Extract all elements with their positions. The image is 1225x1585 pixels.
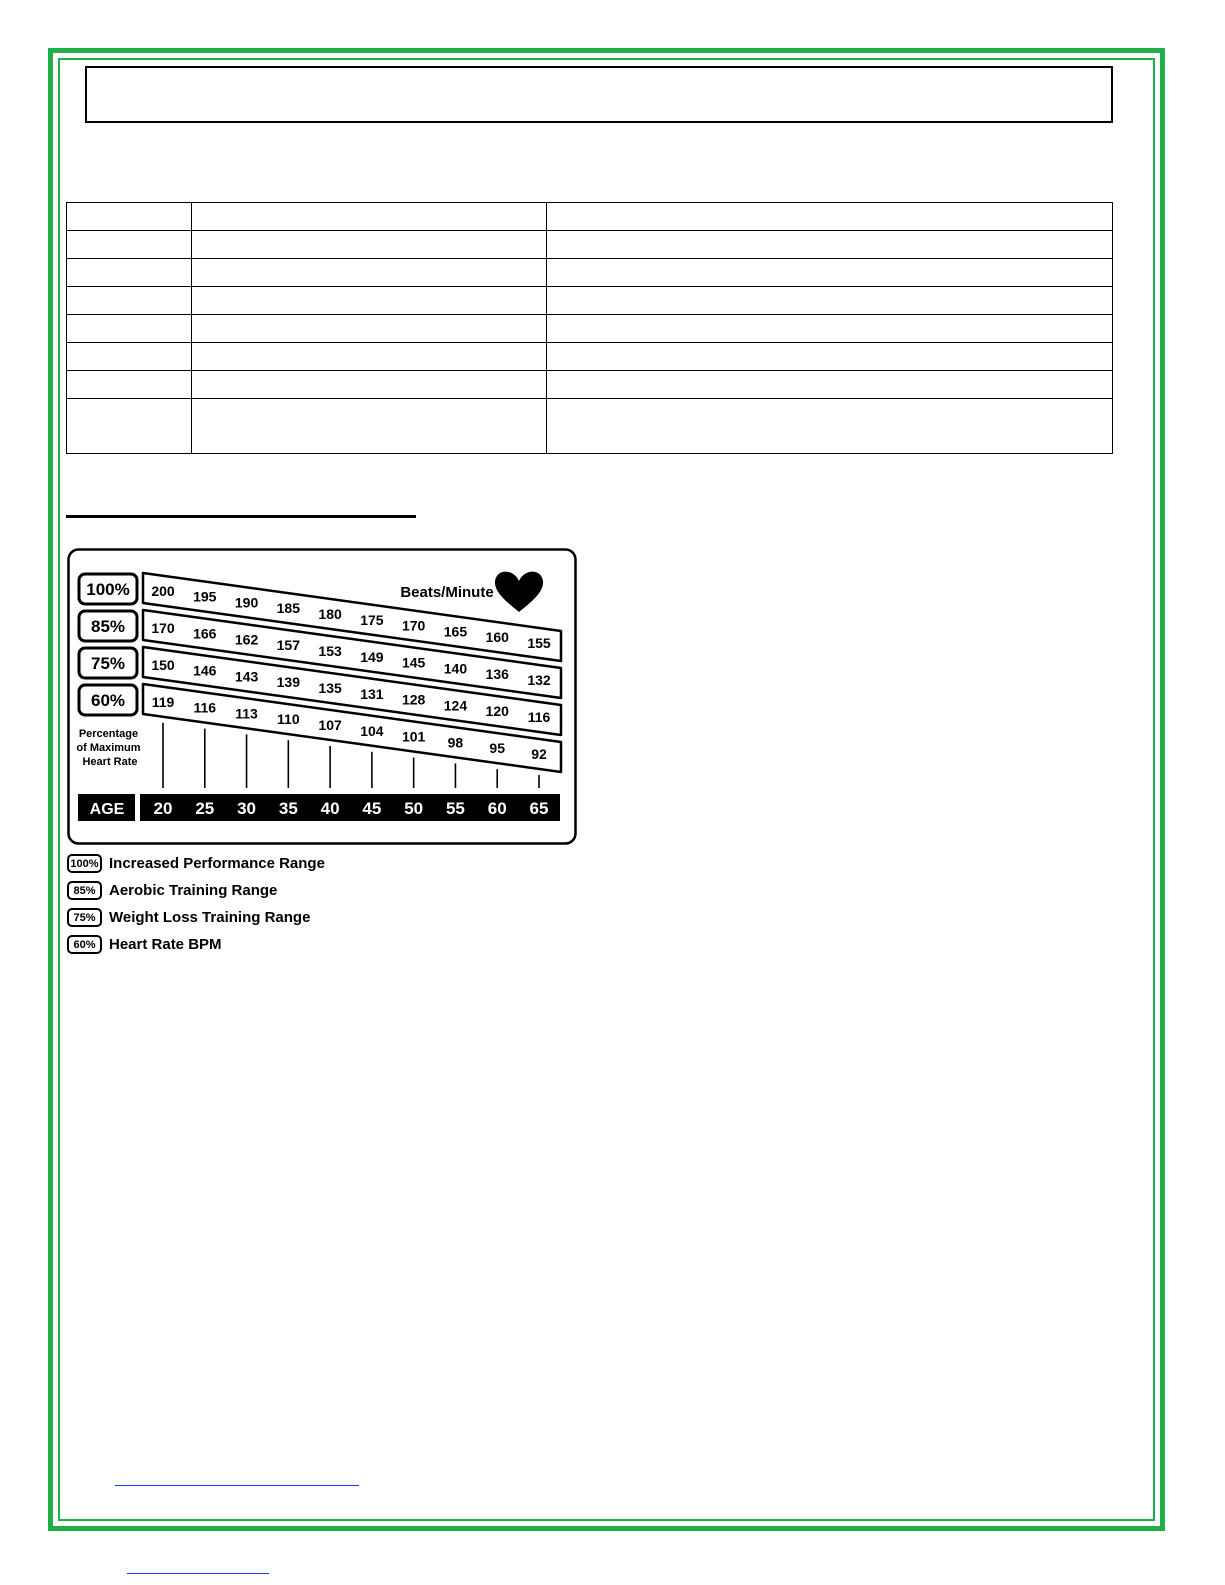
age-tick-label: 55 [445, 799, 465, 818]
row-header-line-1: Percentage [78, 728, 139, 740]
chart-title: Beats/Minute [400, 584, 494, 601]
data-value: 150 [151, 656, 175, 673]
percent-badge-label: 85% [90, 617, 126, 636]
data-value: 162 [234, 631, 259, 648]
age-tick-label: 30 [237, 799, 257, 818]
age-tick-label: 40 [320, 799, 340, 818]
hyperlink-underline[interactable] [127, 1573, 269, 1574]
percent-badge-label: 75% [90, 654, 126, 673]
age-tick-label: 65 [529, 799, 549, 818]
data-value: 157 [276, 637, 301, 654]
data-value: 92 [531, 745, 547, 762]
data-value: 116 [193, 699, 217, 716]
row-header-line-3: Heart Rate [82, 756, 138, 768]
data-value: 135 [318, 679, 342, 696]
age-tick-label: 60 [487, 799, 507, 818]
age-tick-label: 50 [404, 799, 424, 818]
legend-item [67, 931, 367, 958]
hyperlink-underline[interactable] [115, 1485, 359, 1486]
heart-rate-chart [67, 548, 577, 845]
legend-label: Heart Rate BPM [109, 936, 222, 953]
legend-label: Increased Performance Range [109, 855, 325, 872]
data-value: 124 [443, 697, 468, 714]
table-row [67, 231, 1113, 259]
data-value: 165 [443, 623, 468, 640]
data-value: 95 [489, 740, 506, 757]
data-value: 175 [360, 611, 384, 628]
row-header-label [76, 728, 143, 768]
data-value: 140 [443, 660, 468, 677]
table-row [67, 343, 1113, 371]
legend-badge: 100% [67, 854, 102, 873]
legend-badge: 85% [67, 881, 102, 900]
data-value: 119 [151, 693, 175, 710]
legend-label: Weight Loss Training Range [109, 909, 311, 926]
data-value: 101 [401, 728, 426, 745]
legend-badge: 75% [67, 908, 102, 927]
table-row [67, 259, 1113, 287]
section-heading-rule [66, 515, 416, 518]
data-value: 149 [360, 648, 384, 665]
data-value: 190 [234, 594, 259, 611]
data-value: 170 [401, 617, 426, 634]
data-value: 160 [485, 629, 509, 646]
data-value: 98 [447, 734, 464, 751]
percent-badge-label: 60% [90, 691, 126, 710]
legend-item [67, 877, 367, 904]
data-value: 128 [401, 691, 426, 708]
data-value: 120 [485, 703, 509, 720]
legend-item [67, 850, 367, 877]
heart-rate-chart-svg [67, 548, 577, 845]
data-value: 153 [318, 642, 342, 659]
legend-item [67, 904, 367, 931]
age-tick-label: 45 [362, 799, 382, 818]
data-value: 139 [276, 674, 301, 691]
data-value: 116 [527, 708, 551, 725]
percent-badge-label: 100% [86, 580, 130, 599]
title-box [85, 66, 1113, 123]
data-value: 131 [360, 685, 384, 702]
table-row [67, 203, 1113, 231]
data-value: 136 [485, 666, 509, 683]
row-header-line-2: of Maximum [76, 742, 141, 754]
data-value: 113 [235, 705, 258, 722]
data-value: 104 [360, 722, 384, 739]
data-value: 185 [276, 600, 301, 617]
age-label: AGE [89, 801, 125, 818]
data-value: 166 [193, 625, 217, 642]
table-row [67, 399, 1113, 454]
legend-label: Aerobic Training Range [109, 882, 278, 899]
table-row [67, 287, 1113, 315]
legend-badge: 60% [67, 935, 102, 954]
data-value: 110 [277, 711, 300, 728]
age-tick-label: 25 [195, 799, 215, 818]
data-value: 132 [527, 671, 551, 688]
data-value: 155 [527, 634, 551, 651]
data-value: 180 [318, 605, 342, 622]
table-row [67, 315, 1113, 343]
chart-legend [67, 850, 367, 958]
data-value: 145 [401, 654, 426, 671]
data-value: 195 [193, 588, 217, 605]
data-value: 170 [151, 619, 175, 636]
data-value: 107 [318, 716, 342, 733]
info-table [66, 202, 1113, 454]
data-value: 200 [151, 582, 175, 599]
age-tick-label: 35 [278, 799, 298, 818]
table-row [67, 371, 1113, 399]
data-value: 146 [193, 662, 217, 679]
data-value: 143 [234, 668, 259, 685]
age-tick-label: 20 [153, 799, 173, 818]
